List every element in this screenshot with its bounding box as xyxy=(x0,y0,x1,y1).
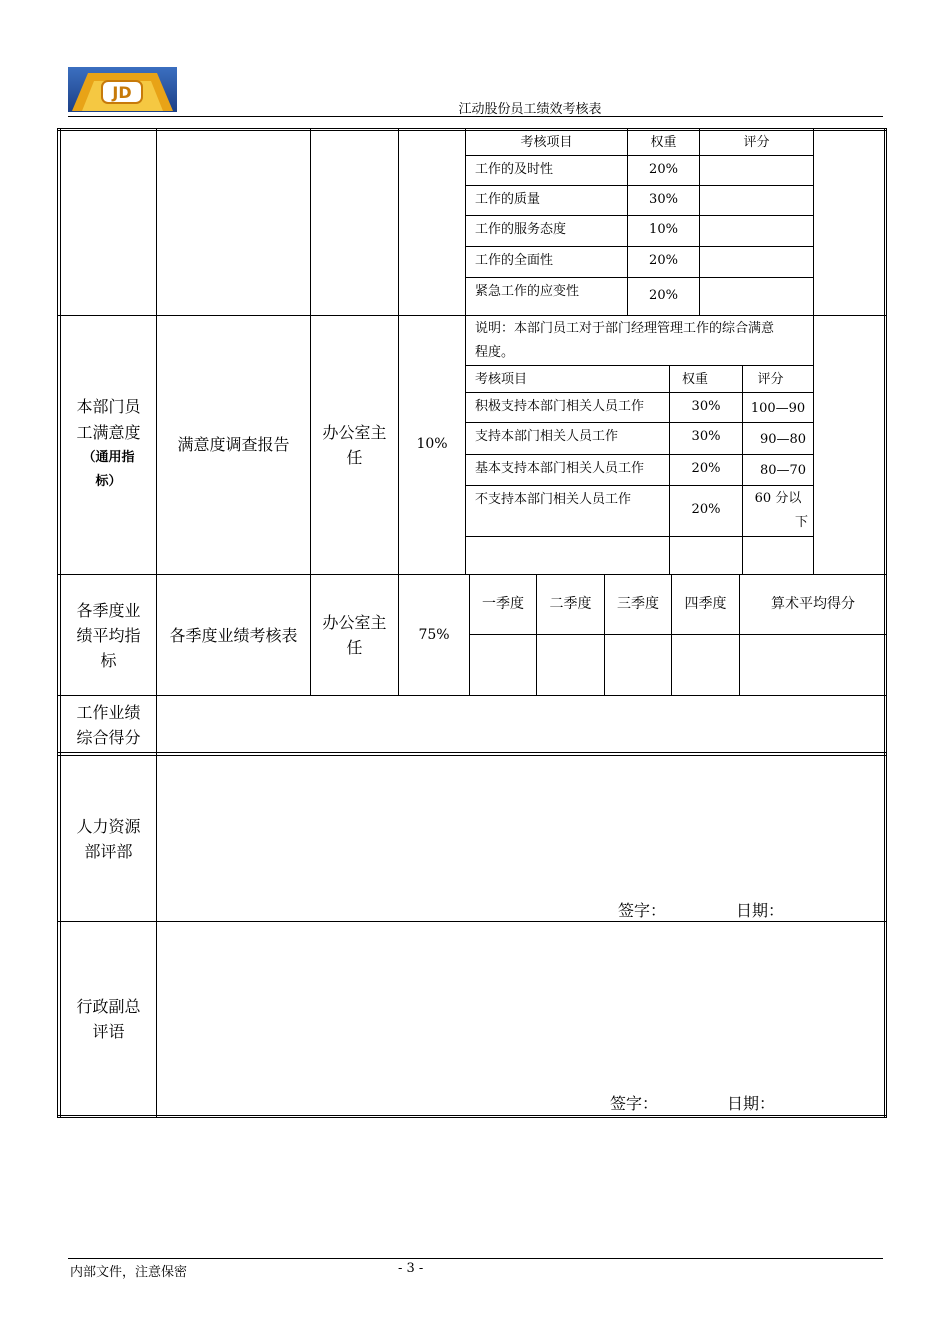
subtable1-weight: 10% xyxy=(649,221,678,237)
quarterly-assessor-line2: 任 xyxy=(346,637,363,657)
subtable2-header-score: 评分 xyxy=(757,371,784,387)
vp-comment-label-line1: 行政副总 xyxy=(76,996,141,1016)
subtable2-weight: 20% xyxy=(691,460,721,476)
subtable2-item: 积极支持本部门相关人员工作 xyxy=(475,398,645,414)
satisfaction-label-note2: 标） xyxy=(95,473,122,489)
header-rule xyxy=(68,116,883,117)
quarter-score-field[interactable] xyxy=(470,635,536,695)
subtable1-weight: 20% xyxy=(649,287,678,303)
vp-date-label: 日期： xyxy=(727,1093,776,1113)
subtable1-header-item: 考核项目 xyxy=(520,134,573,150)
quarter-header: 一季度 xyxy=(482,595,524,612)
subtable1-item: 工作的及时性 xyxy=(475,161,554,177)
hr-review-label-line2: 部评部 xyxy=(84,841,133,861)
satisfaction-note-line1: 说明：本部门员工对于部门经理管理工作的综合满意 xyxy=(475,320,775,336)
subtable2-score-line1: 60 分以 xyxy=(754,490,802,506)
satisfaction-label-line1: 本部门员 xyxy=(76,396,141,416)
subtable2-blank-score[interactable] xyxy=(743,537,813,574)
average-score-field[interactable] xyxy=(740,635,884,695)
total-score-field[interactable] xyxy=(157,696,884,752)
subtable1-item: 工作的服务态度 xyxy=(475,221,567,237)
subtable1-weight: 20% xyxy=(649,252,678,268)
subtable2-score-line2: 下 xyxy=(794,514,808,530)
subtable1-item: 工作的全面性 xyxy=(475,252,554,268)
confidential-notice: 内部文件，注意保密 xyxy=(70,1265,188,1280)
hr-review-field[interactable] xyxy=(157,756,884,896)
quarter-header: 三季度 xyxy=(617,595,659,612)
subtable2-blank-weight[interactable] xyxy=(670,537,742,574)
quarter-score-field[interactable] xyxy=(672,635,739,695)
subtable1-score-field[interactable] xyxy=(700,278,813,315)
total-score-label-line2: 综合得分 xyxy=(76,727,141,747)
hr-review-label-line1: 人力资源 xyxy=(76,816,141,836)
quarterly-label-line2: 绩平均指 xyxy=(76,625,141,645)
page-number: - 3 - xyxy=(398,1261,424,1276)
subtable1-item: 紧急工作的应变性 xyxy=(475,283,580,299)
subtable2-item: 基本支持本部门相关人员工作 xyxy=(475,460,645,476)
subtable2-header-item: 考核项目 xyxy=(475,371,528,387)
vp-comment-field[interactable] xyxy=(157,922,884,1088)
subtable1-item: 工作的质量 xyxy=(475,191,541,207)
satisfaction-weight: 10% xyxy=(416,435,448,452)
satisfaction-label-note1: （通用指 xyxy=(82,449,135,465)
subtable2-item: 不支持本部门相关人员工作 xyxy=(475,491,632,507)
quarterly-label-line1: 各季度业 xyxy=(76,600,141,620)
quarterly-assessor-line1: 办公室主 xyxy=(322,612,387,632)
quarter-header: 四季度 xyxy=(684,595,727,612)
satisfaction-label-line2: 工满意度 xyxy=(76,422,141,442)
hr-signature-label: 签字： xyxy=(618,900,667,920)
document-title: 江动股份员工绩效考核表 xyxy=(458,102,602,117)
hr-date-label: 日期： xyxy=(736,900,785,920)
average-score-header: 算术平均得分 xyxy=(771,595,855,612)
subtable2-score: 100—90 xyxy=(750,400,806,416)
satisfaction-assessor-line2: 任 xyxy=(346,447,363,467)
subtable2-weight: 30% xyxy=(691,428,721,444)
subtable2-weight: 20% xyxy=(691,501,721,517)
subtable2-header-weight: 权重 xyxy=(681,371,708,387)
subtable1-score-field[interactable] xyxy=(700,156,813,185)
quarterly-weight: 75% xyxy=(418,626,450,643)
subtable1-score-field[interactable] xyxy=(700,186,813,215)
subtable1-weight: 20% xyxy=(649,161,678,177)
logo-letters: JD xyxy=(112,83,132,102)
satisfaction-assessor-line1: 办公室主 xyxy=(322,422,387,442)
subtable2-score: 80—70 xyxy=(759,462,807,478)
subtable1-score-field[interactable] xyxy=(700,216,813,246)
company-logo xyxy=(68,67,177,112)
subtable2-score: 90—80 xyxy=(759,431,807,447)
vp-comment-label-line2: 评语 xyxy=(92,1021,125,1041)
satisfaction-note-line2: 程度。 xyxy=(475,344,515,360)
quarterly-label-line3: 标 xyxy=(100,650,117,670)
subtable2-item: 支持本部门相关人员工作 xyxy=(475,428,619,444)
quarter-score-field[interactable] xyxy=(605,635,671,695)
quarter-header: 二季度 xyxy=(549,595,592,612)
quarter-score-field[interactable] xyxy=(537,635,604,695)
footer-rule xyxy=(68,1258,883,1259)
subtable1-weight: 30% xyxy=(649,191,678,207)
subtable2-weight: 30% xyxy=(691,398,721,414)
subtable1-header-score: 评分 xyxy=(743,134,770,150)
subtable1-score-field[interactable] xyxy=(700,247,813,277)
satisfaction-source: 满意度调查报告 xyxy=(177,434,290,454)
total-score-label-line1: 工作业绩 xyxy=(76,702,141,722)
vp-signature-label: 签字： xyxy=(610,1093,659,1113)
subtable2-blank-item[interactable] xyxy=(466,537,669,574)
subtable1-header-weight: 权重 xyxy=(650,134,677,150)
quarterly-source: 各季度业绩考核表 xyxy=(169,625,298,645)
